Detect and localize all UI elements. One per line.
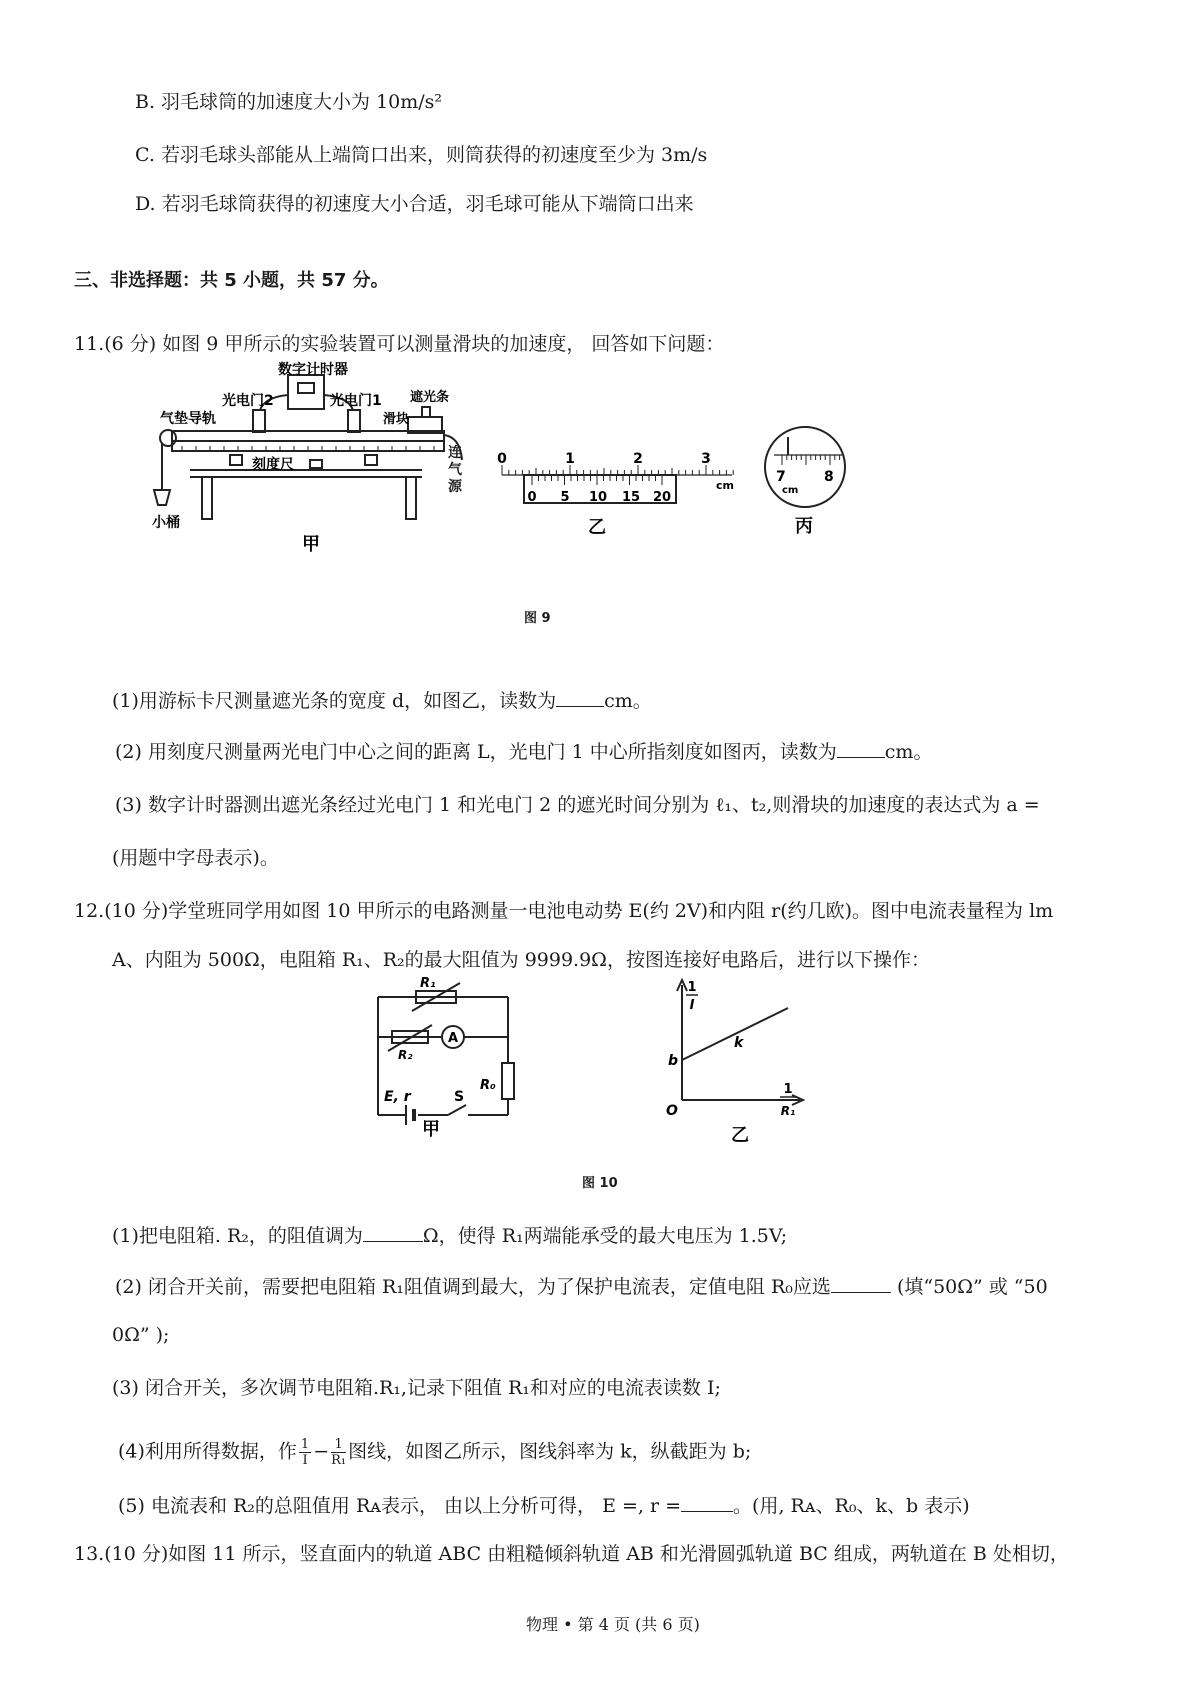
figure-9-caliper <box>492 445 742 538</box>
caliper-unit: cm <box>716 479 734 492</box>
q12-part1: (1)把电阻箱. R₂，的阻值调为 Ω，使得 R₁两端能承受的最大电压为 1.5V; <box>112 1225 788 1247</box>
label-slider: 滑块 <box>383 412 410 427</box>
label-gate2: 光电门2 <box>222 393 274 409</box>
label-r0: R₀ <box>480 1078 496 1093</box>
label-yi: 乙 <box>588 517 606 538</box>
label-ammeter: A <box>447 1031 459 1046</box>
label-s: S <box>454 1089 465 1105</box>
caliper-main-3: 3 <box>701 451 711 467</box>
label-strip: 遮光条 <box>410 390 450 405</box>
label-er: E, r <box>384 1089 411 1105</box>
fraction-1-over-r1: $\frac{1}{\text{R₁}}$ <box>331 1437 347 1468</box>
scale-unit: cm <box>782 485 799 496</box>
label-ruler: 刻度尺 <box>252 457 294 473</box>
page-footer: 物理 • 第 4 页 (共 6 页) <box>526 1615 700 1634</box>
label-r2: R₂ <box>398 1048 413 1062</box>
q12-part4: (4)利用所得数据，作 $\frac{1}{I}$ − $\frac{1}{\text{R₁}}$ 图线，如图乙所示，图线斜率为 k，纵截距为 b; <box>118 1437 752 1468</box>
label-bing: 丙 <box>795 516 813 537</box>
caliper-vernier-0: 0 <box>527 490 537 505</box>
label-gate1: 光电门1 <box>330 393 382 409</box>
label-air-source: 连气源 <box>448 445 462 495</box>
graph-x-den: R₁ <box>780 1104 796 1118</box>
figure-9-scale <box>760 425 860 535</box>
scale-7: 7 <box>776 469 786 485</box>
graph-y-num: 1 <box>687 980 697 995</box>
label-jia: 甲 <box>302 534 320 555</box>
caliper-main-2: 2 <box>633 451 643 467</box>
graph-y-den: I <box>689 998 695 1013</box>
option-d: D. 若羽毛球筒获得的初速度大小合适，羽毛球可能从下端筒口出来 <box>135 193 694 215</box>
q11-stem: 11.(6 分) 如图 9 甲所示的实验装置可以测量滑块的加速度， 回答如下问题： <box>74 333 725 355</box>
q12-part3: (3) 闭合开关，多次调节电阻箱.R₁,记录下阻值 R₁和对应的电流表读数 I; <box>112 1377 721 1399</box>
graph-b: b <box>668 1053 679 1069</box>
figure-9-caption: 图 9 <box>524 611 551 626</box>
figure-10-graph <box>660 975 810 1145</box>
caliper-vernier-10: 10 <box>588 490 608 505</box>
option-c: C. 若羽毛球头部能从上端筒口出来，则筒获得的初速度至少为 3m/s <box>135 144 708 166</box>
q12-stem-line1: 12.(10 分)学堂班同学用如图 10 甲所示的电路测量一电池电动势 E(约 2V)和内阻 r(约几欧)。图中电流表量程为 lm <box>74 900 1054 922</box>
caliper-vernier-5: 5 <box>560 490 570 505</box>
label-r1: R₁ <box>420 976 436 991</box>
q12-stem-line2: A、内阻为 500Ω，电阻箱 R₁、R₂的最大阻值为 9999.9Ω，按图连接好电路后，进行以下操作： <box>112 949 930 971</box>
figure-10-caption: 图 10 <box>582 1176 618 1191</box>
option-b: B. 羽毛球筒的加速度大小为 10m/s² <box>135 91 443 113</box>
graph-line <box>682 1008 788 1060</box>
caliper-vernier-15: 15 <box>621 490 641 505</box>
fraction-1-over-i: $\frac{1}{I}$ <box>300 1437 310 1468</box>
q11-part3-tail: (用题中字母表示)。 <box>112 847 279 869</box>
figure-10-circuit <box>368 975 538 1140</box>
q11-part1: (1)用游标卡尺测量遮光条的宽度 d，如图乙，读数为 cm。 <box>112 690 652 712</box>
label-yi-10: 乙 <box>731 1125 749 1146</box>
q12-part2-tail: 0Ω” ); <box>112 1324 170 1346</box>
q11-part3: (3) 数字计时器测出遮光条经过光电门 1 和光电门 2 的遮光时间分别为 ℓ₁、t₂,则滑块的加速度的表达式为 a = <box>115 794 1040 816</box>
label-bucket: 小桶 <box>152 515 180 531</box>
caliper-vernier-20: 20 <box>652 490 672 505</box>
graph-origin: O <box>666 1103 678 1119</box>
caliper-main-1: 1 <box>565 451 575 467</box>
caliper-main-0: 0 <box>497 451 507 467</box>
graph-k: k <box>734 1035 744 1051</box>
graph-x-num: 1 <box>783 1082 793 1097</box>
q11-part2: (2) 用刻度尺测量两光电门中心之间的距离 L，光电门 1 中心所指刻度如图丙，读数为 cm。 <box>115 741 933 763</box>
q12-part2: (2) 闭合开关前，需要把电阻箱 R₁阻值调到最大，为了保护电流表，定值电阻 R₀应选 (填“50Ω” 或 “50 <box>115 1276 1048 1298</box>
label-timer: 数字计时器 <box>278 362 348 378</box>
scale-8: 8 <box>824 469 834 485</box>
q13-stem: 13.(10 分)如图 11 所示，竖直面内的轨道 ABC 由粗糙倾斜轨道 AB 和光滑圆弧轨道 BC 组成，两轨道在 B 处相切， <box>74 1543 1069 1565</box>
section-heading: 三、非选择题：共 5 小题，共 57 分。 <box>74 270 389 291</box>
label-track: 气垫导轨 <box>160 411 216 427</box>
label-jia-10: 甲 <box>422 1119 440 1140</box>
q12-part5: (5) 电流表和 R₂的总阻值用 Rᴀ表示， 由以上分析可得， E =, r = 。(用, Rᴀ、R₀、k、b 表示) <box>118 1495 970 1517</box>
